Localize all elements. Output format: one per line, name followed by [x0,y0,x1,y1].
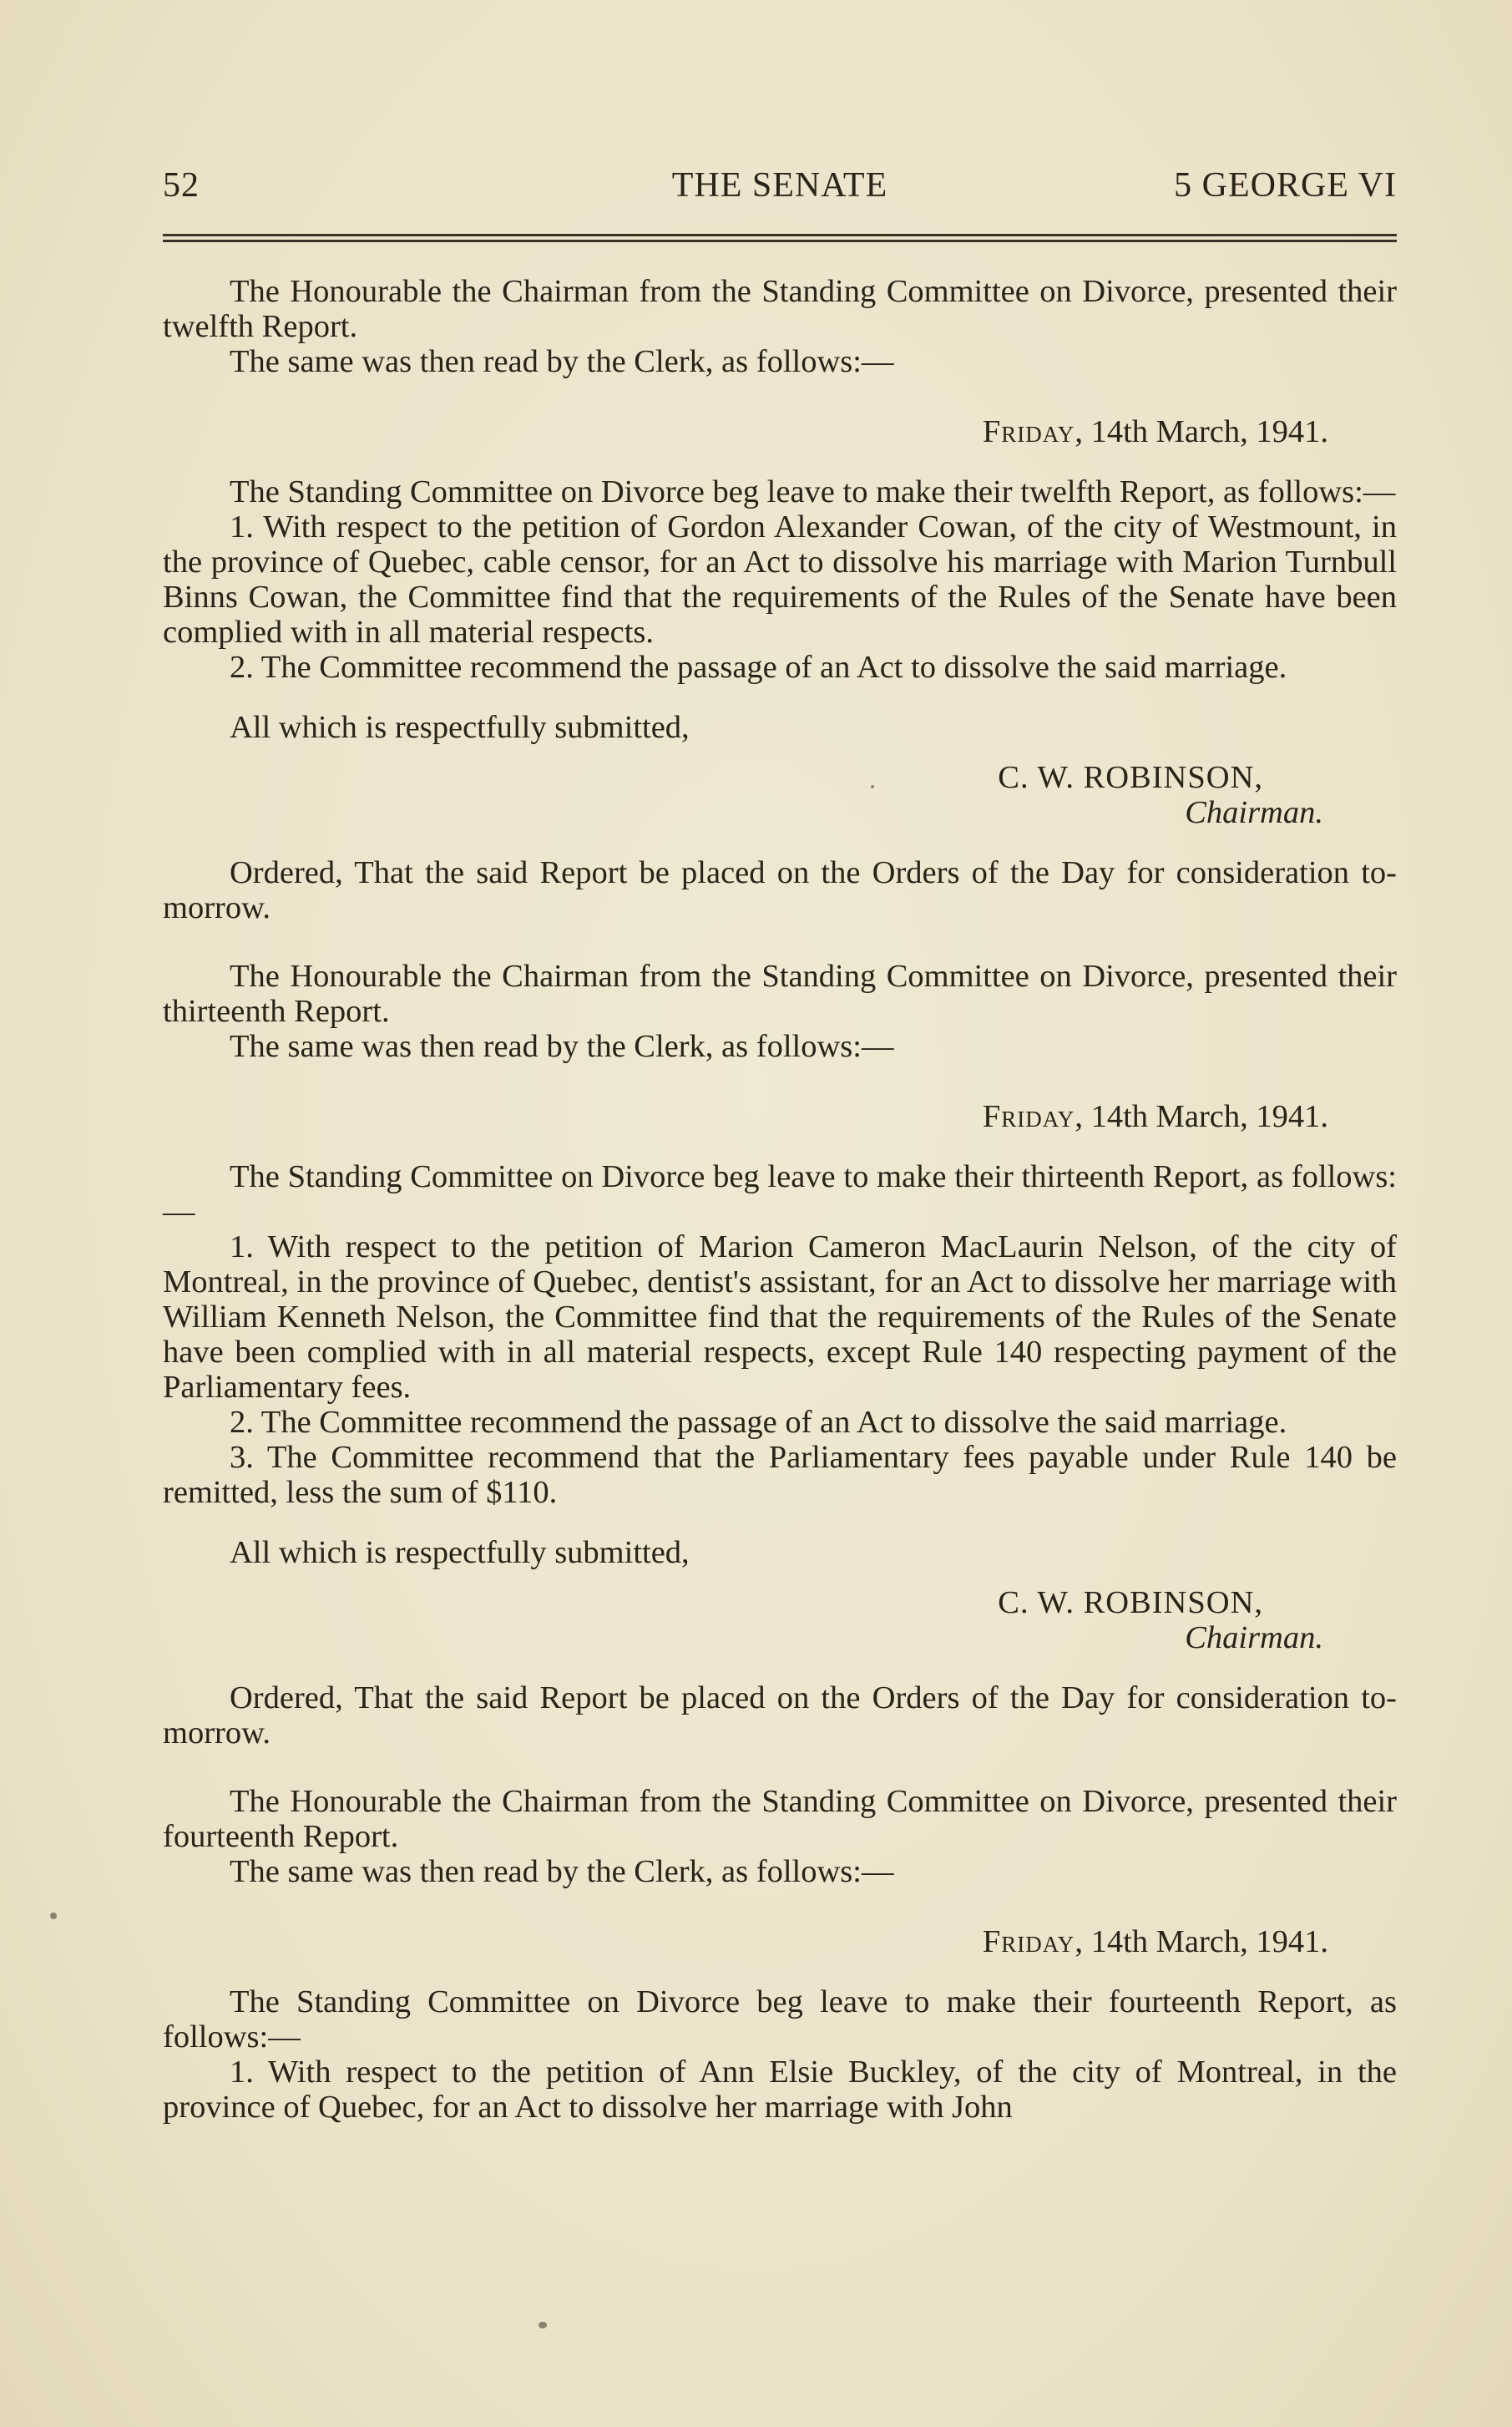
report-thirteenth [163,959,1397,1751]
ink-speck [539,2322,547,2328]
report-item: 2. The Committee recommend the passage of an Act to dissolve the said marriage. [230,1405,1287,1440]
running-header [163,165,1397,215]
clerk-reading: The same was then read by the Clerk, as follows:— [230,344,894,379]
signature: C. W. ROBINSON, [998,760,1263,795]
report-item: 1. With respect to the petition of Ann Elsie Buckley, of the city of Montreal, in the province of Quebec, for an Act to dissolve her marriage with John [163,2055,1397,2125]
report-date-rest: , 14th March, 1941. [1075,1099,1328,1134]
regnal-year: 5 GEORGE VI [1174,166,1397,205]
clerk-reading: The same was then read by the Clerk, as follows:— [230,1854,894,1889]
page-number: 52 [163,166,200,205]
signatory-role: Chairman. [1185,1620,1323,1655]
report-date-day: Friday [982,1099,1075,1134]
report-opening: The Standing Committee on Divorce beg leave to make their twelfth Report, as follows:— [230,474,1396,509]
report-item: 2. The Committee recommend the passage of an Act to dissolve the said marriage. [230,650,1287,685]
report-intro: The Honourable the Chairman from the Standing Committee on Divorce, presented their fourteenth Report. [163,1784,1397,1854]
ink-speck [871,785,874,788]
order-text: Ordered, That the said Report be placed on the Orders of the Day for consideration to-morrow. [163,855,1397,925]
report-date-day: Friday [982,414,1075,449]
report-intro: The Honourable the Chairman from the Standing Committee on Divorce, presented their twelfth Report. [163,274,1397,344]
report-closing: All which is respectfully submitted, [230,1535,690,1570]
clerk-reading: The same was then read by the Clerk, as follows:— [230,1029,894,1064]
report-fourteenth [163,1784,1397,2125]
ink-speck [50,1913,57,1919]
report-opening: The Standing Committee on Divorce beg leave to make their fourteenth Report, as follows:— [163,1984,1397,2055]
report-date [163,414,1397,449]
report-intro: The Honourable the Chairman from the Standing Committee on Divorce, presented their thirteenth Report. [163,959,1397,1029]
page-body [163,274,1397,2125]
header-double-rule [163,234,1397,242]
report-date-day: Friday [982,1924,1075,1959]
report-date-rest: , 14th March, 1941. [1075,414,1328,449]
order-text: Ordered, That the said Report be placed on the Orders of the Day for consideration to-morrow. [163,1680,1397,1751]
journal-title: THE SENATE [671,166,888,205]
report-twelfth [163,274,1397,925]
report-date [163,1099,1397,1134]
report-item: 3. The Committee recommend that the Parliamentary fees payable under Rule 140 be remitted, less the sum of $110. [163,1440,1397,1510]
report-item: 1. With respect to the petition of Marion Cameron MacLaurin Nelson, of the city of Montreal, in the province of Quebec, dentist's assistant, for an Act to dissolve her marriage with William Kenneth Nelson, the Committee find that the requirements of the Rules of the Senate have been complied with in all material respects, except Rule 140 respecting payment of the Parliamentary fees. [163,1229,1397,1405]
report-item: 1. With respect to the petition of Gordon Alexander Cowan, of the city of Westmount, in the province of Quebec, cable censor, for an Act to dissolve his marriage with Marion Turnbull Binns Cowan, the Committee find that the requirements of the Rules of the Senate have been complied with in all material respects. [163,509,1397,650]
signature: C. W. ROBINSON, [998,1585,1263,1620]
report-date [163,1924,1397,1959]
signatory-role: Chairman. [1185,795,1323,830]
report-date-rest: , 14th March, 1941. [1075,1924,1328,1959]
report-closing: All which is respectfully submitted, [230,710,690,745]
report-opening: The Standing Committee on Divorce beg leave to make their thirteenth Report, as follows:— [163,1159,1397,1229]
